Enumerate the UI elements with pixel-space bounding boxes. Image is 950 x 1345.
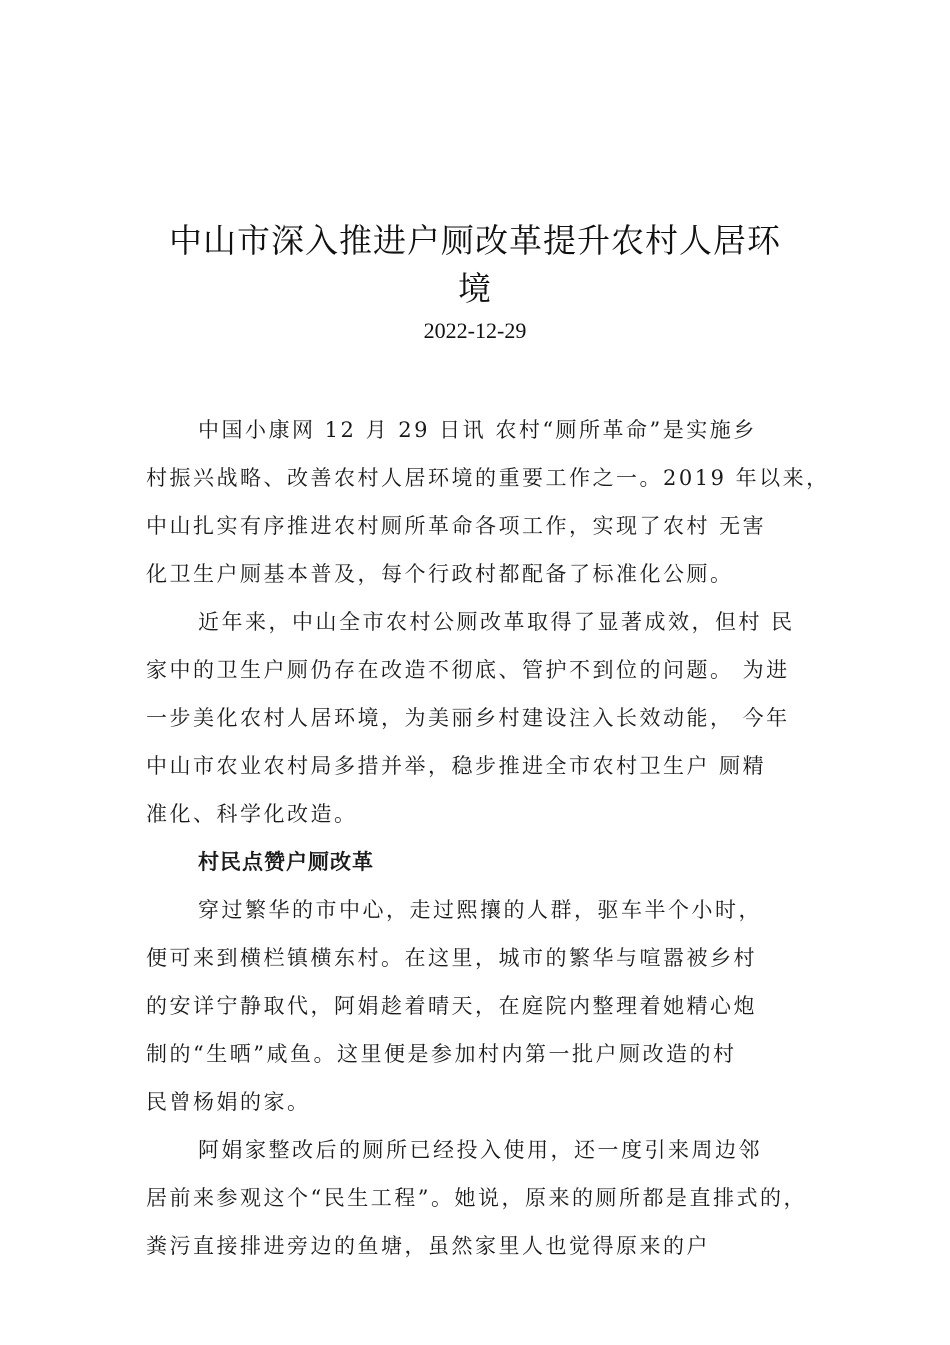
- paragraph-line: 民曾杨娟的家。: [146, 1090, 311, 1114]
- paragraph-line: 居前来参观这个“民生工程”。她说，原来的厕所都是直排式的，: [146, 1186, 807, 1210]
- article-title-line-1: 中山市深入推进户厕改革提升农村人居环: [169, 221, 781, 260]
- paragraph-line: 准化、科学化改造。: [146, 802, 358, 826]
- paragraph-line: 村振兴战略、改善农村人居环境的重要工作之一。2019 年以来，: [146, 466, 830, 490]
- article-title-line-2: 境: [458, 269, 492, 308]
- paragraph-line: 中国小康网 12 月 29 日讯 农村“厕所革命”是实施乡: [198, 418, 757, 442]
- paragraph-line: 便可来到横栏镇横东村。在这里，城市的繁华与喧嚣被乡村: [146, 946, 757, 970]
- paragraph-line: 穿过繁华的市中心，走过熙攘的人群，驱车半个小时，: [198, 898, 762, 922]
- paragraph-line: 家中的卫生户厕仍存在改造不彻底、管护不到位的问题。 为进: [146, 658, 790, 682]
- paragraph-line: 化卫生户厕基本普及，每个行政村都配备了标准化公厕。: [146, 562, 734, 586]
- paragraph-line: 中山扎实有序推进农村厕所革命各项工作，实现了农村 无害: [146, 514, 767, 538]
- paragraph-line: 阿娟家整改后的厕所已经投入使用，还一度引来周边邻: [198, 1138, 762, 1162]
- paragraph-line: 一步美化农村人居环境，为美丽乡村建设注入长效动能， 今年: [146, 706, 790, 730]
- section-heading: 村民点赞户厕改革: [198, 849, 374, 874]
- article-body: [146, 406, 846, 1270]
- paragraph-line: 的安详宁静取代，阿娟趁着晴天，在庭院内整理着她精心炮: [146, 994, 757, 1018]
- article-date: 2022-12-29: [423, 318, 527, 343]
- paragraph-line: 中山市农业农村局多措并举，稳步推进全市农村卫生户 厕精: [146, 754, 767, 778]
- paragraph-line: 制的“生晒”咸鱼。这里便是参加村内第一批户厕改造的村: [146, 1042, 737, 1066]
- paragraph-line: 近年来，中山全市农村公厕改革取得了显著成效，但村 民: [198, 610, 795, 634]
- paragraph-line: 粪污直接排进旁边的鱼塘，虽然家里人也觉得原来的户: [146, 1234, 710, 1258]
